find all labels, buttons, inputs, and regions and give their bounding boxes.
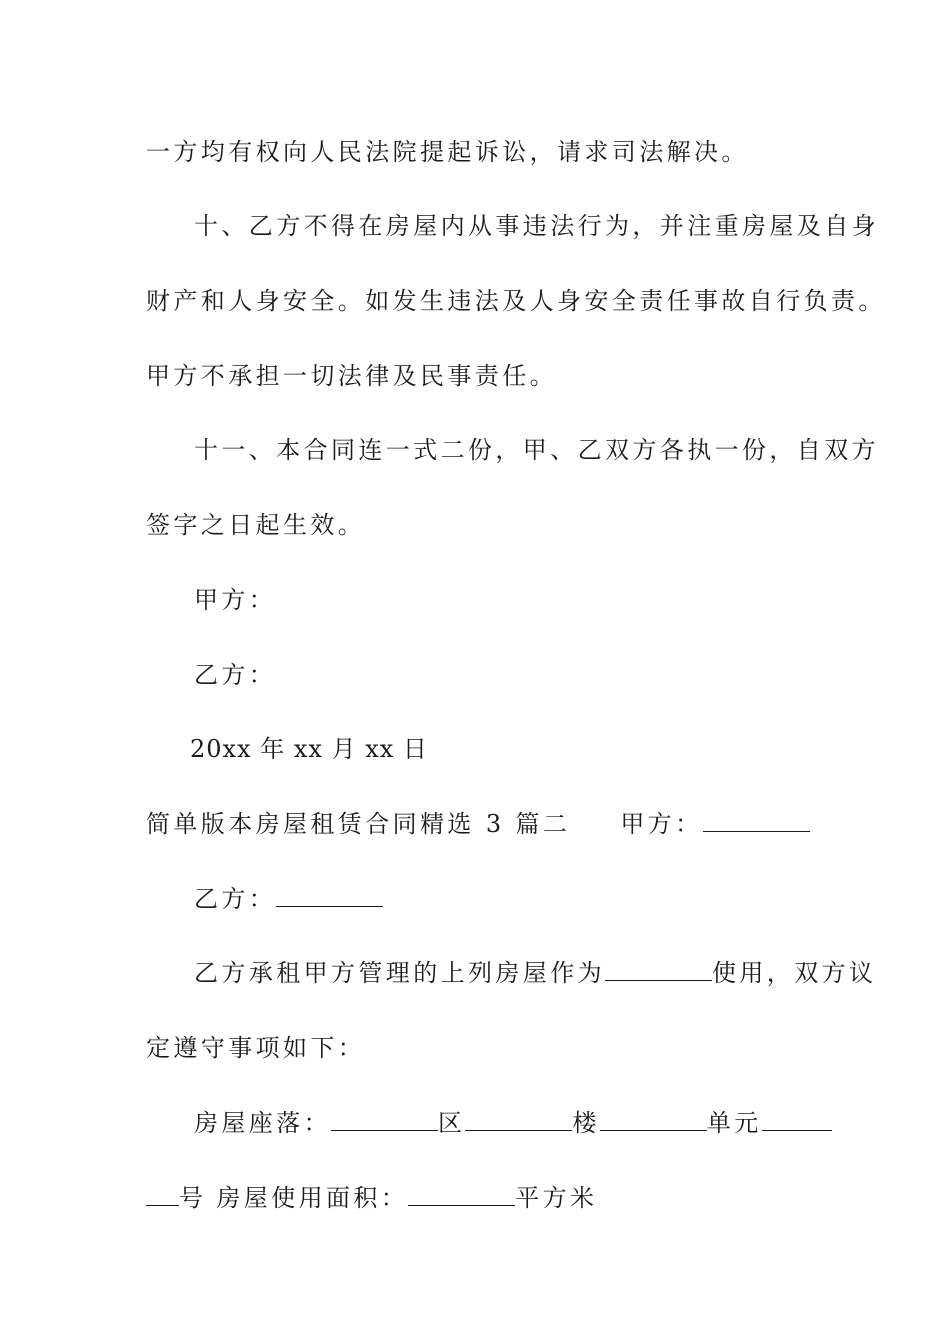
usage-blank (605, 960, 712, 981)
clause-10-line-3: 甲方不承担一切法律及民事责任。 (146, 362, 557, 390)
address-building: 楼 (572, 1109, 600, 1137)
address-district: 区 (438, 1109, 466, 1137)
area-blank (408, 1185, 515, 1206)
area-label: 房屋使用面积： (216, 1184, 409, 1212)
party-a-label: 甲方： (194, 586, 277, 614)
party-b-label-2: 乙方： (194, 885, 277, 913)
address-blank-4 (762, 1110, 832, 1131)
party-b-label: 乙方： (194, 661, 277, 689)
signing-date: 20xx 年 xx 月 xx 日 (190, 735, 428, 763)
clause-10-line-2: 财产和人身安全。如发生违法及人身安全责任事故自行负责。 (146, 287, 886, 315)
address-blank-3 (600, 1110, 707, 1131)
party-b-blank (276, 886, 383, 907)
clause-10-line-1: 十、乙方不得在房屋内从事违法行为，并注重房屋及自身 (194, 212, 879, 240)
clause-11-line-2: 签字之日起生效。 (146, 511, 366, 539)
usage-text-b: 使用，双方议 (712, 959, 877, 987)
section-title: 简单版本房屋租赁合同精选 3 篇二 (146, 810, 571, 838)
paragraph-line: 一方均有权向人民法院提起诉讼，请求司法解决。 (146, 138, 749, 166)
address-unit: 单元 (706, 1109, 762, 1137)
address-label: 房屋座落： (194, 1109, 331, 1137)
usage-line-2: 定遵守事项如下： (146, 1034, 366, 1062)
address-blank-1 (331, 1110, 438, 1131)
area-unit: 平方米 (515, 1184, 598, 1212)
usage-line-1 (194, 958, 876, 988)
area-line (146, 1183, 597, 1213)
address-line (194, 1108, 832, 1138)
address-number: 号 (179, 1184, 207, 1212)
party-b-line (194, 884, 383, 914)
party-a-label-2: 甲方： (620, 810, 703, 838)
usage-text-a: 乙方承租甲方管理的上列房屋作为 (194, 959, 605, 987)
address-blank-2 (465, 1110, 572, 1131)
section-title-line (146, 809, 810, 839)
party-a-blank (703, 811, 810, 832)
clause-11-line-1: 十一、本合同连一式二份，甲、乙双方各执一份，自双方 (194, 436, 879, 464)
number-blank (146, 1185, 179, 1206)
